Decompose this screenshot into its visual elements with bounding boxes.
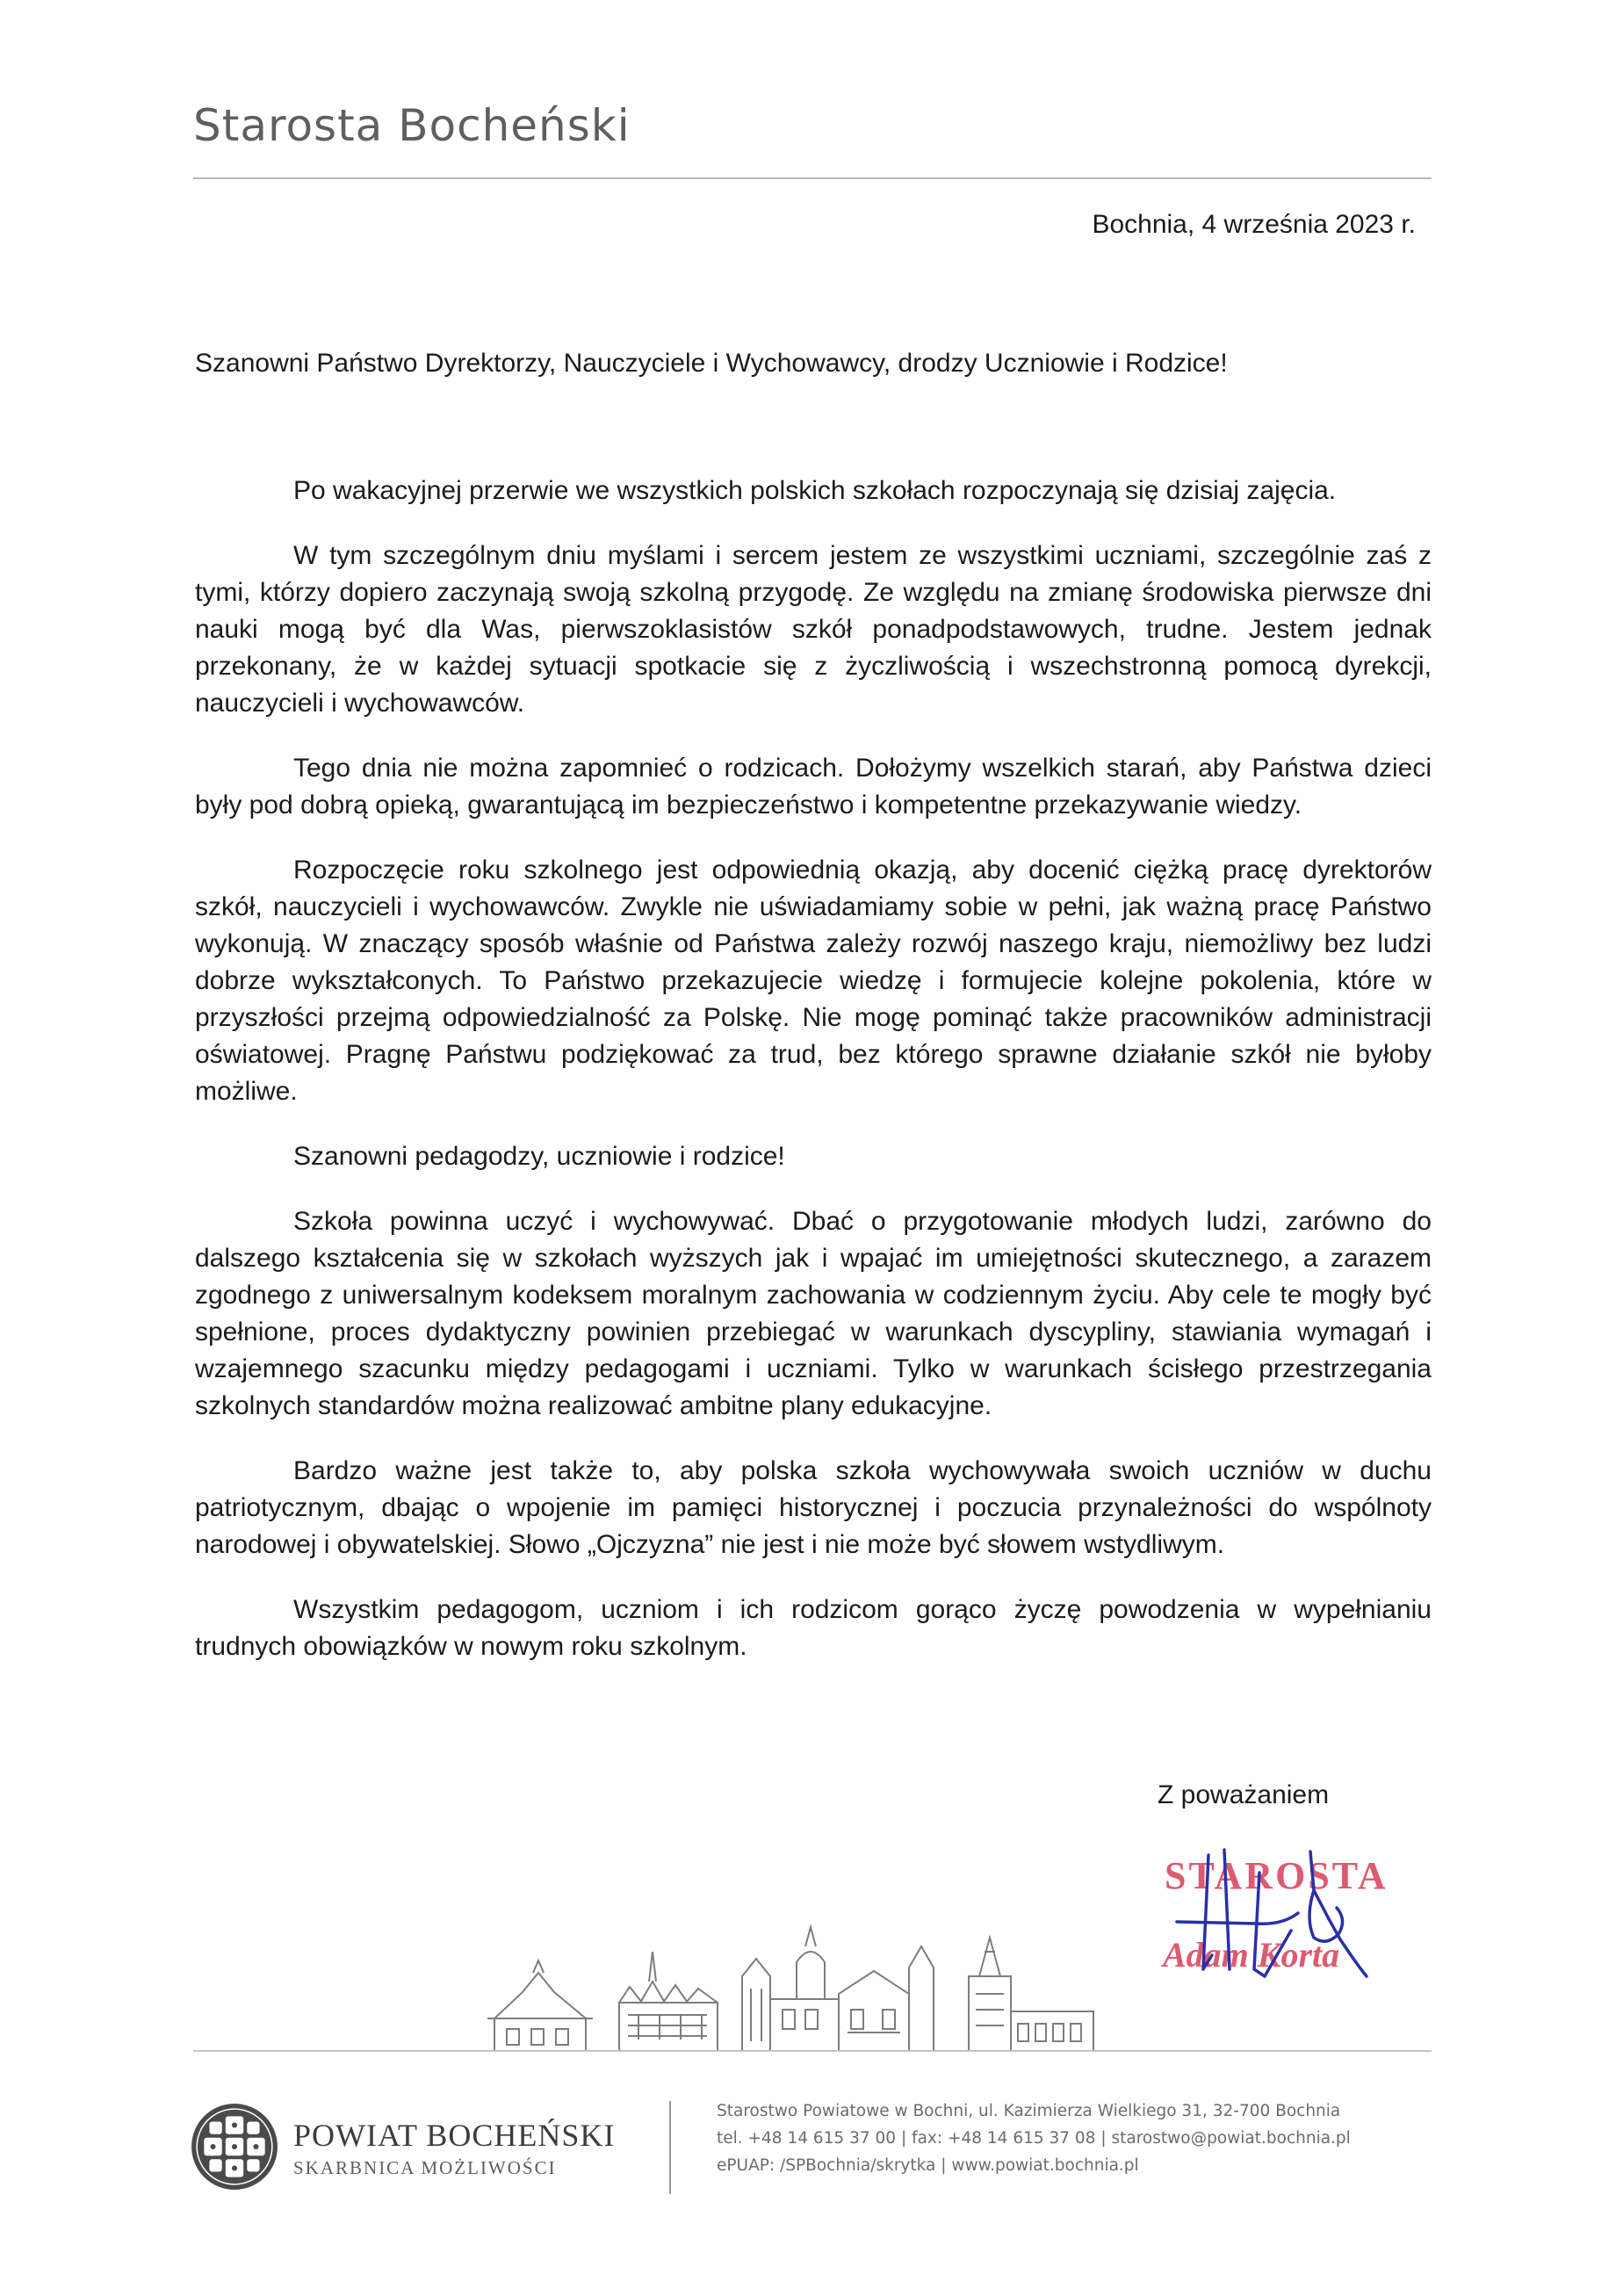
paragraph: Bardzo ważne jest także to, aby polska szkoła wychowywała swoich uczniów w duchu patriotycznym, dbając o wpojenie im pamięci historycznej i poczucia przynależności do wspólnoty narodowej i obywatelskiej. Słowo „Ojczyzna” nie jest i nie może być słowem wstydliwym. — [195, 1456, 1432, 1559]
paragraph: Tego dnia nie można zapomnieć o rodzicach. Dołożymy wszelkich starań, aby Państwa dzieci były pod dobrą opieką, gwarantującą im bezpieczeństwo i kompetentne przekazywanie wiedzy. — [195, 754, 1432, 819]
official-stamp — [1151, 1838, 1440, 2013]
paragraph: Szanowni pedagodzy, uczniowie i rodzice! — [293, 1142, 785, 1171]
contact-address: Starostwo Powiatowe w Bochni, ul. Kazimierza Wielkiego 31, 32-700 Bochnia — [717, 2102, 1341, 2120]
paragraph: Rozpoczęcie roku szkolnego jest odpowiednią okazją, aby docenić ciężką pracę dyrektorów szkół, nauczycieli i wychowawców. Zwykle nie uświadamiamy sobie w pełni, jak ważną pracę Państwo wykonują. W znaczący sposób właśnie od Państwa zależy rozwój naszego kraju, niemożliwy bez ludzi dobrze wykształconych. To Państwo przekazujecie wiedzę i formujecie kolejne pokolenia, które w przyszłości przejmą odpowiedzialność za Polskę. Nie mogę pominąć także pracowników administracji oświatowej. Pragnę Państwu podziękować za trud, bez którego sprawne działanie szkół nie byłoby możliwe. — [195, 856, 1432, 1106]
page-title: Starosta Bocheński — [193, 100, 631, 151]
letter-salutation: Szanowni Państwo Dyrektorzy, Nauczyciele i Wychowawcy, drodzy Uczniowie i Rodzice! — [195, 349, 1228, 378]
stamp-name: Adam Korta — [1163, 1935, 1340, 1975]
powiat-logo-icon — [190, 2102, 279, 2191]
paragraph: W tym szczególnym dniu myślami i sercem jestem ze wszystkimi uczniami, szczególnie zaś z tymi, którzy dopiero zaczynają swoją szkolną przygodę. Ze względu na zmianę środowiska pierwsze dni nauki mogą być dla Was, pierwszoklasistów szkół ponadpodstawowych, trudne. Jestem jednak przekonany, że w każdej sytuacji spotkacie się z życzliwością i wszechstronną pomocą dyrekcji, nauczycieli i wychowawców. — [195, 541, 1432, 718]
letter-date: Bochnia, 4 września 2023 r. — [1092, 210, 1416, 239]
footer-divider — [193, 2050, 1432, 2052]
paragraph: Szkoła powinna uczyć i wychowywać. Dbać o przygotowanie młodych ludzi, zarówno do dalszego kształcenia się w szkołach wyższych jak i wpajać im umiejętności skutecznego, a zarazem zgodnego z uniwersalnym kodeksem moralnym zachowania w codziennym życiu. Aby cele te mogły być spełnione, proces dydaktyczny powinien przebiegać w warunkach dyscypliny, stawiania wymagań i wzajemnego szacunku między pedagogami i uczniami. Tylko w warunkach ścisłego przestrzegania szkolnych standardów można realizować ambitne plany edukacyjne. — [195, 1207, 1432, 1420]
separator: | — [1100, 2129, 1112, 2148]
separator: | — [900, 2129, 912, 2148]
brand-name: POWIAT BOCHEŃSKI — [293, 2118, 616, 2153]
town-skyline-illustration — [487, 1915, 1102, 2055]
contact-epuap: ePUAP: /SPBochnia/skrytka — [717, 2156, 936, 2175]
contact-phone: tel. +48 14 615 37 00 — [717, 2129, 897, 2148]
footer-vertical-divider — [669, 2101, 671, 2194]
paragraph: Wszystkim pedagogom, uczniom i ich rodzicom gorąco życzę powodzenia w wypełnianiu trudnych obowiązków w nowym roku szkolnym. — [195, 1595, 1432, 1661]
separator: | — [941, 2156, 952, 2175]
contact-email[interactable]: starostwo@powiat.bochnia.pl — [1111, 2129, 1351, 2148]
closing-phrase: Z poważaniem — [1158, 1780, 1330, 1809]
letter-body — [195, 473, 1432, 1693]
stamp-title: STAROSTA — [1165, 1854, 1389, 1897]
header-divider — [193, 177, 1432, 179]
contact-info — [717, 2097, 1351, 2179]
contact-line-web — [717, 2152, 1351, 2179]
brand-tagline: SKARBNICA MOŻLIWOŚCI — [293, 2157, 557, 2178]
handwritten-signature — [1151, 1838, 1440, 2013]
contact-fax: fax: +48 14 615 37 08 — [912, 2129, 1096, 2148]
contact-website[interactable]: www.powiat.bochnia.pl — [951, 2156, 1139, 2175]
contact-line-phone — [717, 2125, 1351, 2152]
paragraph: Po wakacyjnej przerwie we wszystkich polskich szkołach rozpoczynają się dzisiaj zajęcia. — [293, 476, 1337, 505]
